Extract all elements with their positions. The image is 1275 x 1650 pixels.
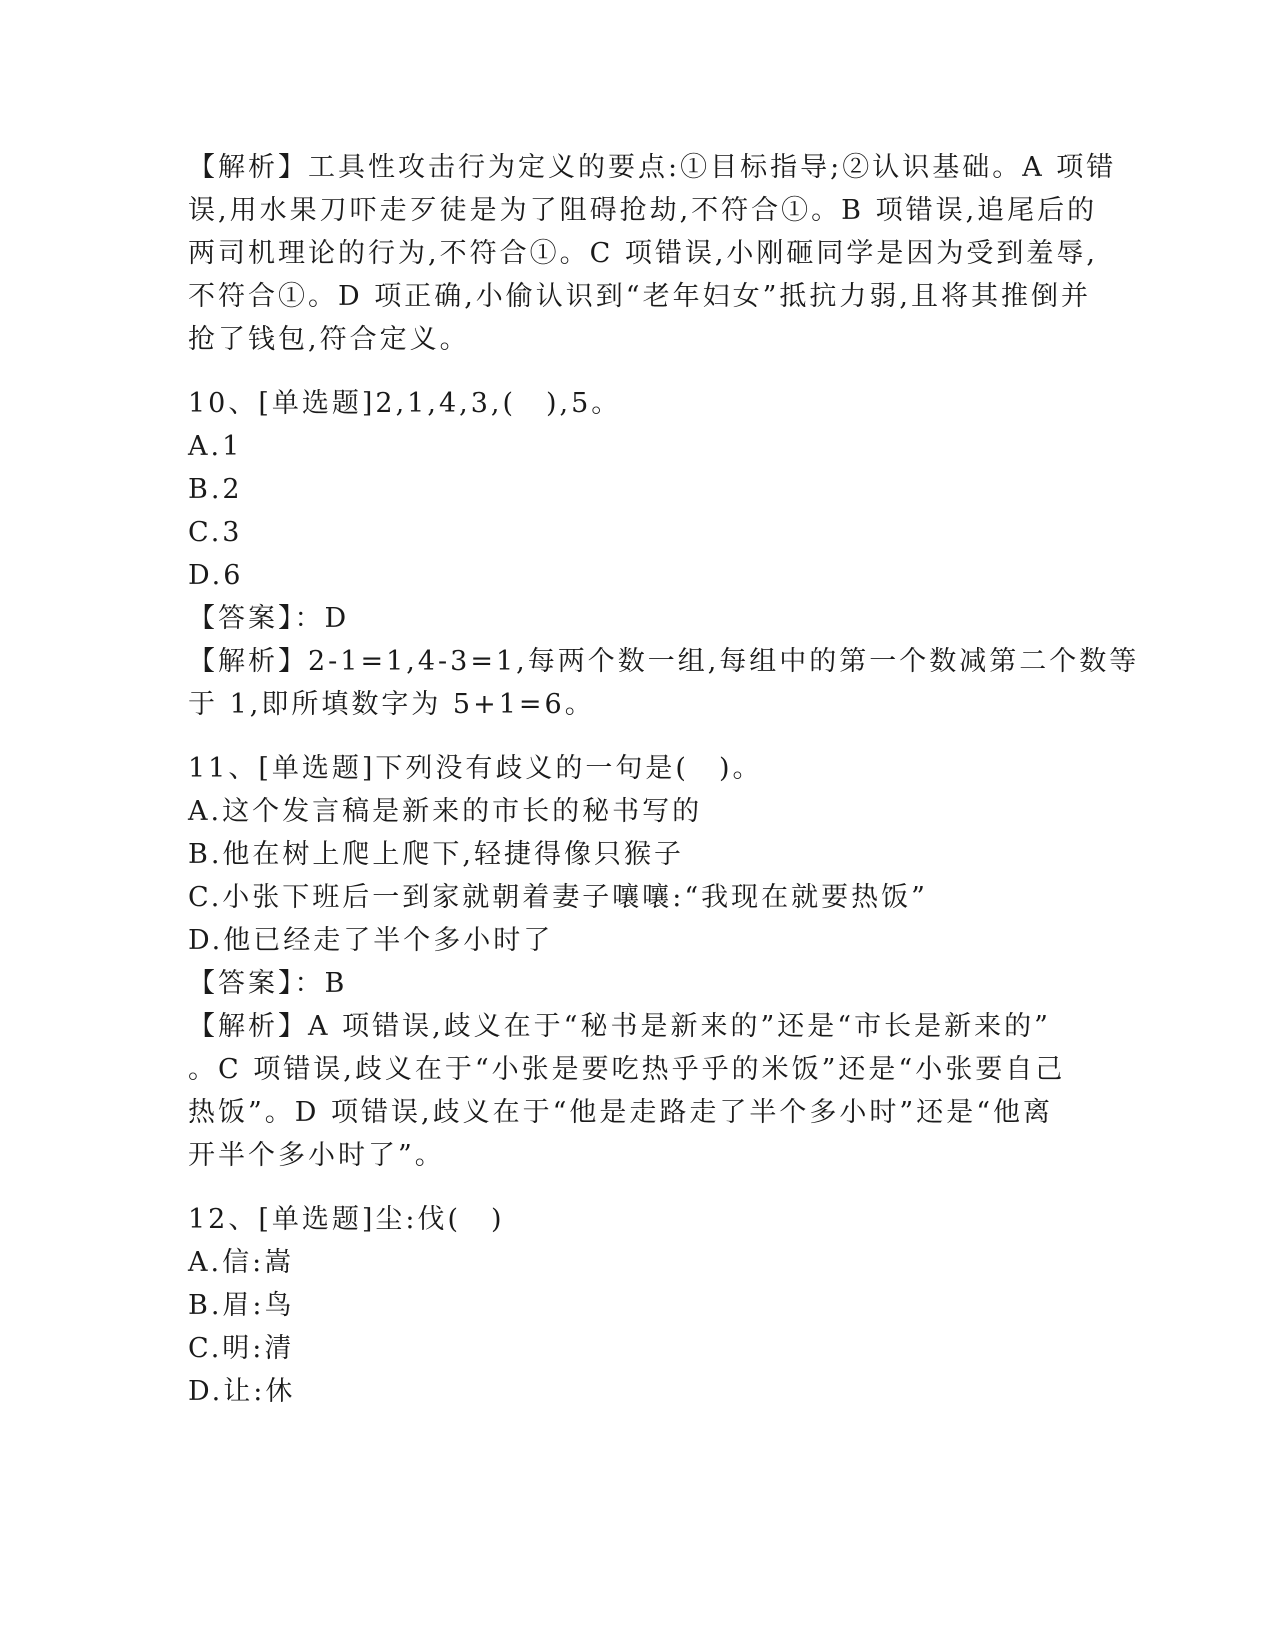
document-content	[188, 146, 1140, 1413]
explanation-line: 两司机理论的行为,不符合①。C 项错误,小刚砸同学是因为受到羞辱,	[188, 238, 1098, 269]
explanation-line: 于 1,即所填数字为 5+1=6。	[188, 689, 595, 720]
explanation-block-q9	[188, 146, 1117, 361]
answer-line: 【答案】：B	[188, 968, 348, 999]
block-gap	[188, 726, 1088, 747]
option-d: D.6	[188, 560, 244, 591]
question-block-12	[188, 1198, 1088, 1413]
question-stem: 12、[单选题]尘:伐( )	[188, 1204, 505, 1235]
option-b: B.他在树上爬上爬下,轻捷得像只猴子	[188, 839, 685, 870]
question-block-10	[188, 382, 1140, 726]
option-a: A.1	[188, 431, 243, 462]
explanation-line: 。C 项错误,歧义在于“小张是要吃热乎乎的米饭”还是“小张要自己	[188, 1054, 1066, 1085]
explanation-line: 【解析】2-1=1,4-3=1,每两个数一组,每组中的第一个数减第二个数等	[188, 646, 1140, 677]
option-b: B.2	[188, 474, 243, 505]
option-c: C.3	[188, 517, 243, 548]
block-gap	[188, 361, 1088, 382]
option-a: A.这个发言稿是新来的市长的秘书写的	[188, 796, 703, 827]
explanation-line: 抢了钱包,符合定义。	[188, 324, 470, 355]
option-b: B.眉:鸟	[188, 1290, 295, 1321]
option-d: D.他已经走了半个多小时了	[188, 925, 554, 956]
answer-line: 【答案】：D	[188, 603, 350, 634]
question-stem: 10、[单选题]2,1,4,3,( ),5。	[188, 388, 622, 419]
option-d: D.让:休	[188, 1376, 296, 1407]
option-c: C.小张下班后一到家就朝着妻子嚷嚷:“我现在就要热饭”	[188, 882, 928, 913]
block-gap	[188, 1177, 1088, 1198]
question-block-11	[188, 747, 1088, 1177]
explanation-line: 误,用水果刀吓走歹徒是为了阻碍抢劫,不符合①。B 项错误,追尾后的	[188, 195, 1098, 226]
explanation-line: 热饭”。D 项错误,歧义在于“他是走路走了半个多小时”还是“他离	[188, 1097, 1054, 1128]
explanation-line: 【解析】工具性攻击行为定义的要点:①目标指导;②认识基础。A 项错	[188, 152, 1117, 183]
explanation-line: 开半个多小时了”。	[188, 1140, 445, 1171]
question-stem: 11、[单选题]下列没有歧义的一句是( )。	[188, 753, 763, 784]
explanation-line: 【解析】A 项错误,歧义在于“秘书是新来的”还是“市长是新来的”	[188, 1011, 1051, 1042]
explanation-line: 不符合①。D 项正确,小偷认识到“老年妇女”抵抗力弱,且将其推倒并	[188, 281, 1092, 312]
option-c: C.明:清	[188, 1333, 295, 1364]
option-a: A.信:嵩	[188, 1247, 295, 1278]
